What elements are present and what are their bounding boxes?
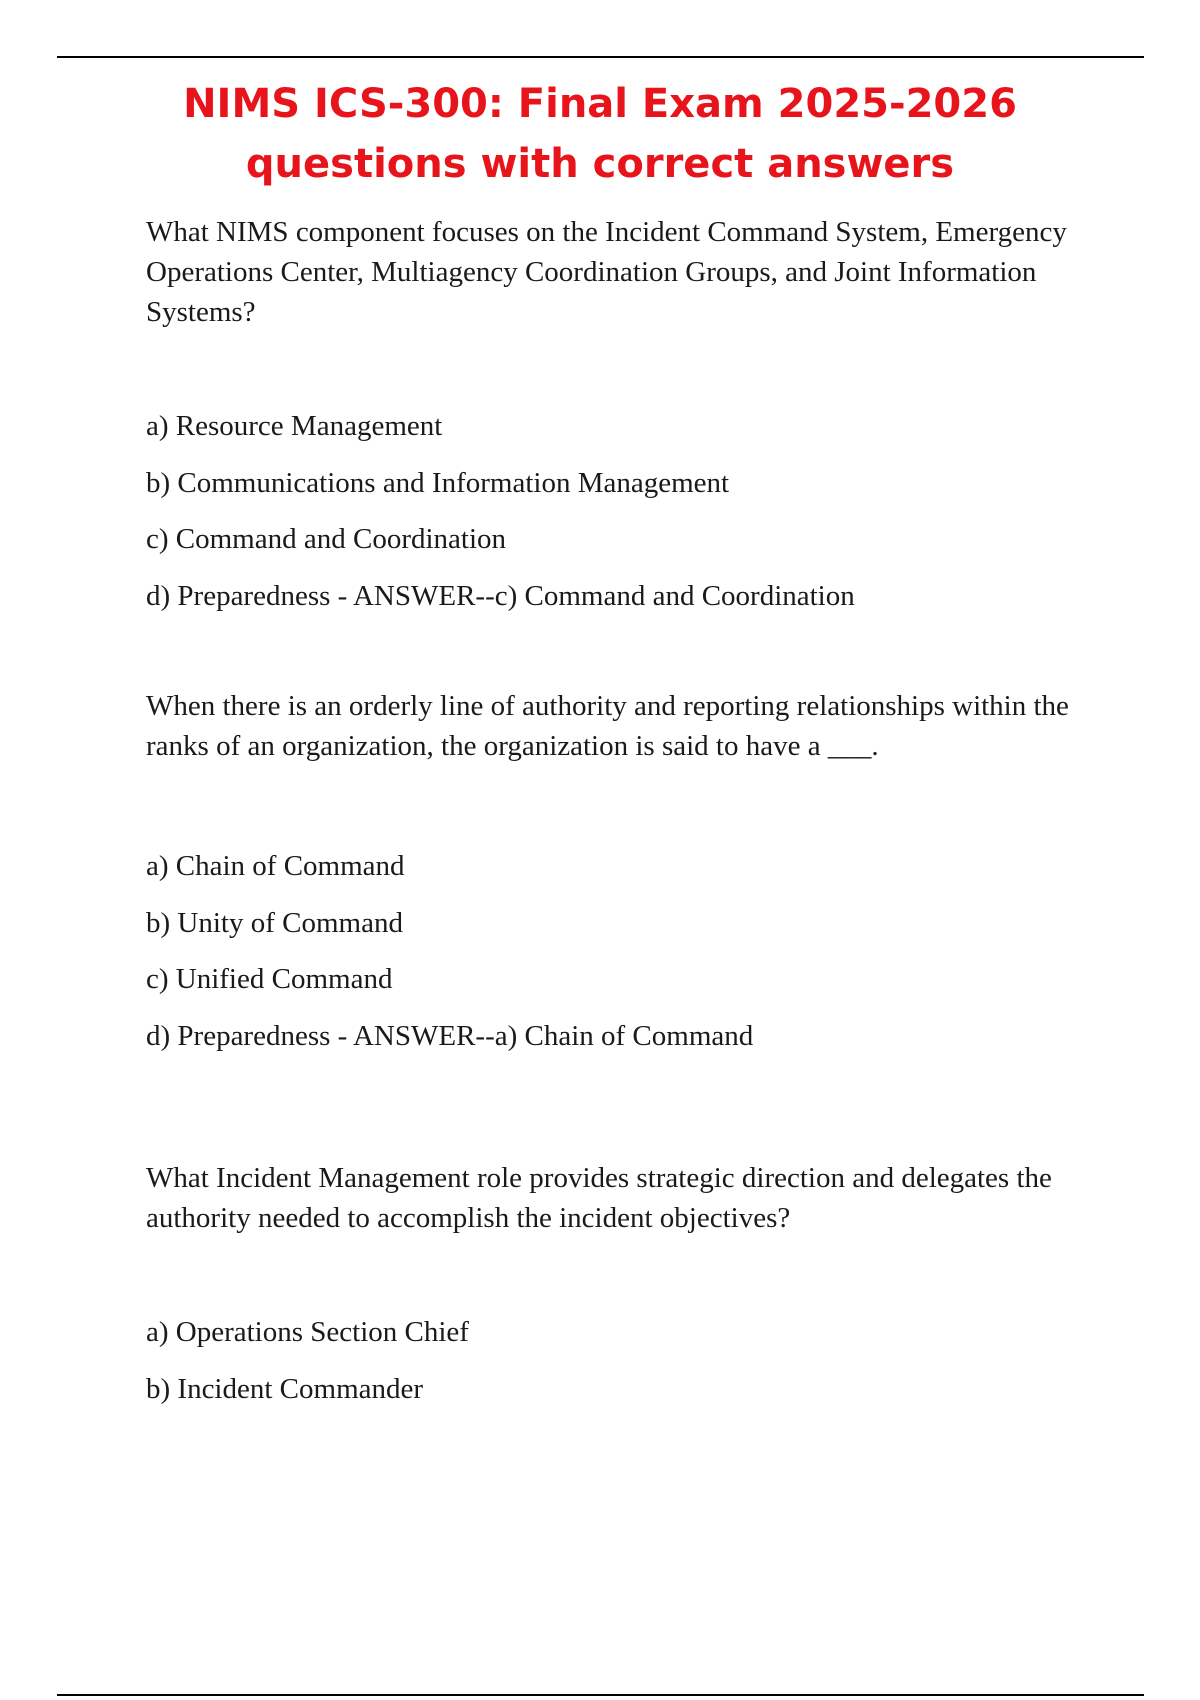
option-d-with-answer: d) Preparedness - ANSWER--c) Command and Coordination	[146, 579, 855, 612]
option-list	[146, 846, 753, 1072]
question-block-3	[146, 1158, 1086, 1405]
bottom-rule	[57, 1694, 1144, 1696]
question-text: What NIMS component focuses on the Incident Command System, Emergency Operations Center, Multiagency Coordination Groups, and Joint Information Systems?	[146, 216, 1067, 328]
option-c: c) Command and Coordination	[146, 523, 507, 555]
option-a: a) Operations Section Chief	[146, 1316, 469, 1348]
question-block-1	[146, 212, 1086, 612]
option-c: c) Unified Command	[146, 963, 393, 995]
page-title	[0, 74, 1200, 194]
title-line-1: NIMS ICS-300: Final Exam 2025-2026	[183, 81, 1017, 127]
question-block-2	[146, 686, 1086, 1052]
option-a: a) Chain of Command	[146, 850, 405, 882]
option-b: b) Communications and Information Management	[146, 466, 730, 499]
option-a: a) Resource Management	[146, 410, 443, 442]
option-b: b) Incident Commander	[146, 1372, 424, 1405]
question-text: What Incident Management role provides strategic direction and delegates the authority needed to accomplish the incident objectives?	[146, 1162, 1052, 1234]
option-b: b) Unity of Command	[146, 906, 403, 939]
option-list	[146, 1312, 469, 1425]
question-text: When there is an orderly line of authority and reporting relationships within the ranks of an organization, the organization is said to have a ___.	[146, 690, 1069, 762]
option-list	[146, 406, 855, 632]
title-line-2: questions with correct answers	[245, 141, 955, 187]
option-d-with-answer: d) Preparedness - ANSWER--a) Chain of Command	[146, 1019, 754, 1052]
top-rule	[57, 56, 1144, 58]
